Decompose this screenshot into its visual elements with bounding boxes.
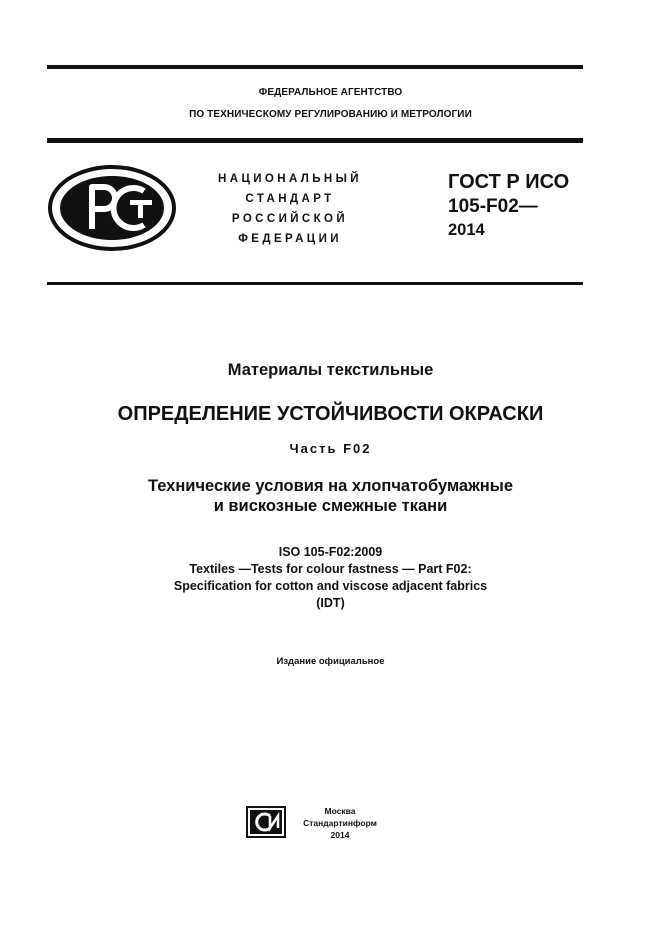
publisher-year: 2014	[330, 830, 350, 840]
publisher-name: Стандартинформ	[303, 818, 377, 828]
publisher-city: Москва	[324, 806, 356, 816]
gost-designation-line-1: ГОСТ Р ИСО	[448, 171, 570, 193]
rst-logo-icon	[48, 165, 176, 251]
iso-number: ISO 105-F02:2009	[278, 545, 383, 559]
iso-title-line-2: Specification for cotton and viscose adjacent fabrics	[173, 579, 488, 593]
national-line-4: ФЕДЕРАЦИИ	[238, 233, 342, 245]
iso-title-line-1: Textiles —Tests for colour fastness — Part F02:	[189, 562, 472, 576]
main-title: ОПРЕДЕЛЕНИЕ УСТОЙЧИВОСТИ ОКРАСКИ	[117, 403, 544, 425]
part-title: Часть F02	[289, 441, 372, 456]
agency-line-1: ФЕДЕРАЛЬНОЕ АГЕНТСТВО	[258, 87, 403, 98]
top-rule	[47, 65, 583, 69]
header-rule	[47, 138, 583, 143]
subtitle-line-1: Технические условия на хлопчатобумажные	[147, 477, 514, 495]
agency-line-2: ПО ТЕХНИЧЕСКОМУ РЕГУЛИРОВАНИЮ И МЕТРОЛОГИИ	[189, 109, 472, 120]
edition-label: Издание официальное	[276, 656, 385, 667]
iso-equivalence: (IDT)	[316, 596, 345, 610]
subject-title: Материалы текстильные	[227, 361, 434, 379]
gost-designation-line-2: 105-F02—	[448, 196, 538, 217]
national-line-3: РОССИЙСКОЙ	[231, 213, 349, 225]
gost-designation-year: 2014	[448, 221, 485, 239]
block-rule	[47, 282, 583, 285]
subtitle-line-2: и вискозные смежные ткани	[213, 497, 448, 515]
national-line-1: НАЦИОНАЛЬНЫЙ	[218, 173, 362, 185]
national-line-2: СТАНДАРТ	[245, 193, 335, 205]
